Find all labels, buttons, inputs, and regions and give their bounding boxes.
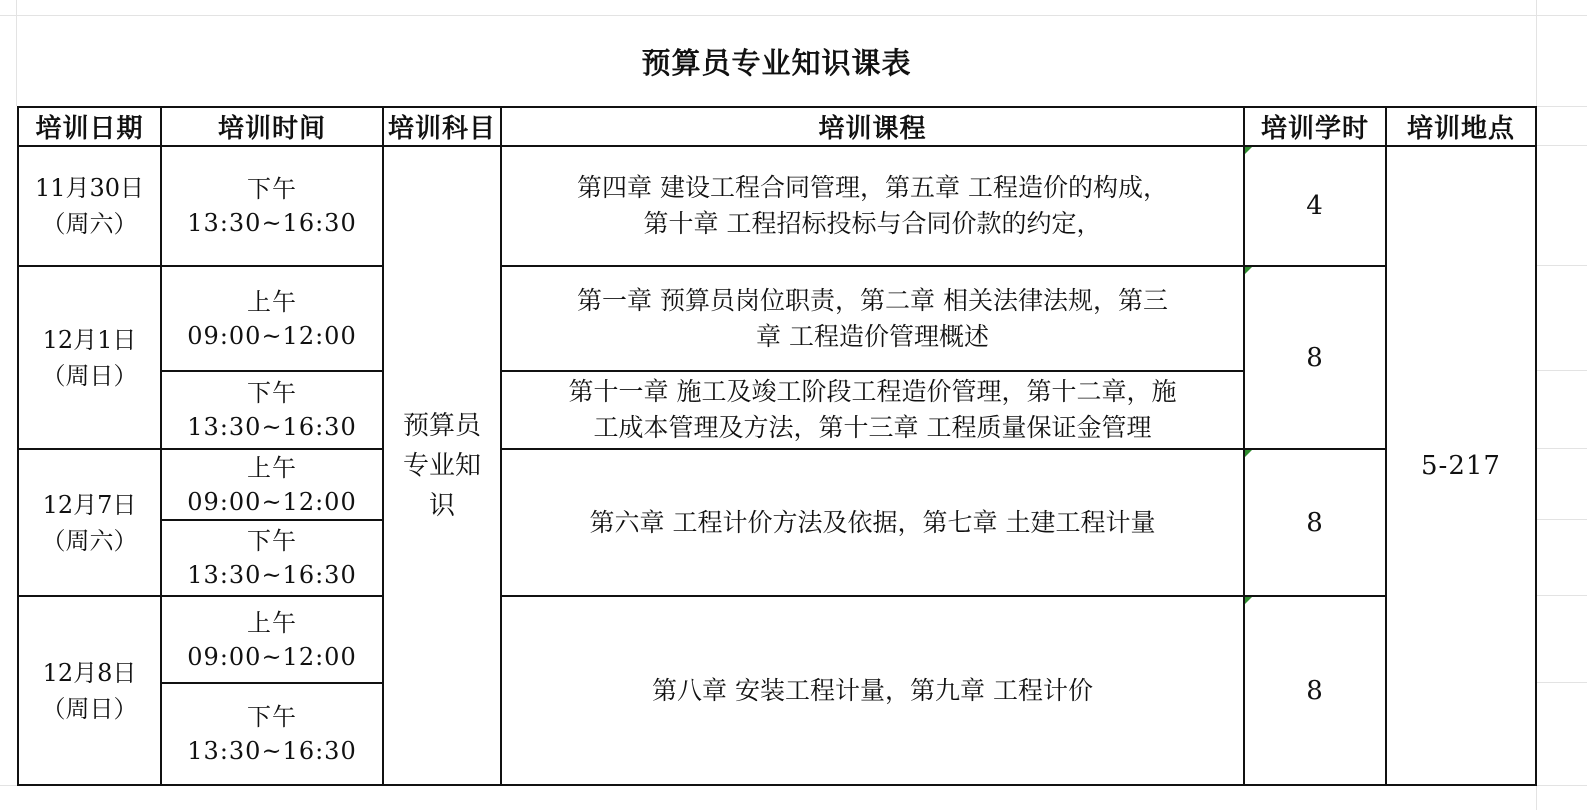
- date-cell-dec7[interactable]: [18, 449, 161, 596]
- table-row: [18, 266, 1536, 371]
- header-location[interactable]: 培训地点: [1386, 107, 1536, 146]
- table-row: [18, 449, 1536, 520]
- time-cell[interactable]: [161, 449, 383, 520]
- weekday-text: （周六）: [41, 526, 138, 555]
- time-cell[interactable]: [161, 520, 383, 596]
- time-cell[interactable]: [161, 146, 383, 266]
- location-value: 5-217: [1421, 450, 1501, 481]
- table-row: [18, 146, 1536, 266]
- subject-line: 专业知: [402, 450, 481, 481]
- hours-cell[interactable]: [1244, 266, 1386, 449]
- subject-cell[interactable]: [383, 146, 501, 785]
- time-cell[interactable]: [161, 596, 383, 683]
- subject-line: 预算员: [402, 410, 481, 441]
- comment-indicator-icon: [1245, 450, 1252, 457]
- course-schedule-table: [17, 106, 1537, 786]
- course-line: 第八章 安装工程计量，第九章 工程计价: [652, 675, 1093, 705]
- weekday-text: （周日）: [41, 361, 138, 390]
- comment-indicator-icon: [1245, 147, 1252, 154]
- time-range-text: 09:00~12:00: [187, 321, 357, 350]
- period-text: 上午: [247, 287, 297, 316]
- time-range-text: 13:30~16:30: [187, 561, 357, 589]
- subject-line: 识: [428, 490, 455, 521]
- time-cell[interactable]: [161, 266, 383, 371]
- comment-indicator-icon: [1245, 597, 1252, 604]
- time-cell[interactable]: [161, 683, 383, 785]
- date-text: 12月1日: [42, 325, 137, 354]
- sheet-gridline-row-2: [1536, 145, 1587, 146]
- course-line: 第十章 工程招标投标与合同价款的约定，: [643, 209, 1102, 238]
- date-text: 12月8日: [42, 658, 137, 687]
- hours-value: 4: [1306, 191, 1324, 221]
- header-row: [18, 107, 1536, 146]
- time-range-text: 13:30~16:30: [187, 413, 357, 441]
- hours-value: 8: [1306, 507, 1324, 538]
- hours-cell[interactable]: [1244, 596, 1386, 785]
- sheet-gridline-row-6: [1536, 519, 1587, 520]
- period-text: 上午: [247, 608, 297, 637]
- period-text: 下午: [247, 527, 297, 555]
- sheet-gridline-row-4: [1536, 370, 1587, 371]
- course-line: 第一章 预算员岗位职责，第二章 相关法律法规，第三: [577, 285, 1168, 315]
- header-hours[interactable]: 培训学时: [1244, 107, 1386, 146]
- location-cell[interactable]: [1386, 146, 1536, 785]
- weekday-text: （周日）: [41, 694, 138, 723]
- sheet-gridline-row-1: [1536, 106, 1587, 107]
- course-line: 工成本管理及方法，第十三章 工程质量保证金管理: [593, 413, 1152, 442]
- hours-cell[interactable]: [1244, 449, 1386, 596]
- sheet-gridline-row-8: [1536, 682, 1587, 683]
- period-text: 上午: [247, 453, 297, 482]
- date-text: 12月7日: [42, 490, 137, 519]
- period-text: 下午: [247, 379, 297, 407]
- table-row: [18, 596, 1536, 683]
- course-cell[interactable]: [501, 371, 1244, 449]
- sheet-gridline-row-3: [1536, 265, 1587, 266]
- sheet-gridline-row-7: [1536, 595, 1587, 596]
- period-text: 下午: [247, 175, 297, 203]
- course-line: 第十一章 施工及竣工阶段工程造价管理，第十二章，施: [568, 377, 1177, 406]
- time-cell[interactable]: [161, 371, 383, 449]
- course-cell[interactable]: [501, 449, 1244, 596]
- course-line: 章 工程造价管理概述: [756, 321, 989, 351]
- time-range-text: 13:30~16:30: [187, 737, 357, 765]
- header-time[interactable]: 培训时间: [161, 107, 383, 146]
- date-cell-dec8[interactable]: [18, 596, 161, 785]
- time-range-text: 13:30~16:30: [187, 209, 357, 237]
- course-cell[interactable]: [501, 596, 1244, 785]
- date-cell-nov30[interactable]: [18, 146, 161, 266]
- course-cell[interactable]: [501, 146, 1244, 266]
- hours-value: 8: [1306, 675, 1324, 706]
- hours-value: 8: [1306, 342, 1324, 373]
- date-text: 11月30日: [34, 174, 145, 202]
- date-cell-dec1[interactable]: [18, 266, 161, 449]
- time-range-text: 09:00~12:00: [187, 642, 357, 671]
- header-date[interactable]: 培训日期: [18, 107, 161, 146]
- comment-indicator-icon: [1245, 267, 1252, 274]
- sheet-gridline-row-5: [1536, 448, 1587, 449]
- period-text: 下午: [247, 703, 297, 731]
- time-range-text: 09:00~12:00: [187, 487, 357, 516]
- header-subject[interactable]: 培训科目: [383, 107, 501, 146]
- header-course[interactable]: 培训课程: [501, 107, 1244, 146]
- schedule-title[interactable]: 预算员专业知识课表: [641, 45, 912, 80]
- weekday-text: （周六）: [41, 210, 138, 238]
- course-line: 第四章 建设工程合同管理，第五章 工程造价的构成，: [577, 173, 1168, 202]
- course-line: 第六章 工程计价方法及依据，第七章 土建工程计量: [589, 507, 1156, 537]
- hours-cell[interactable]: [1244, 146, 1386, 266]
- course-cell[interactable]: [501, 266, 1244, 371]
